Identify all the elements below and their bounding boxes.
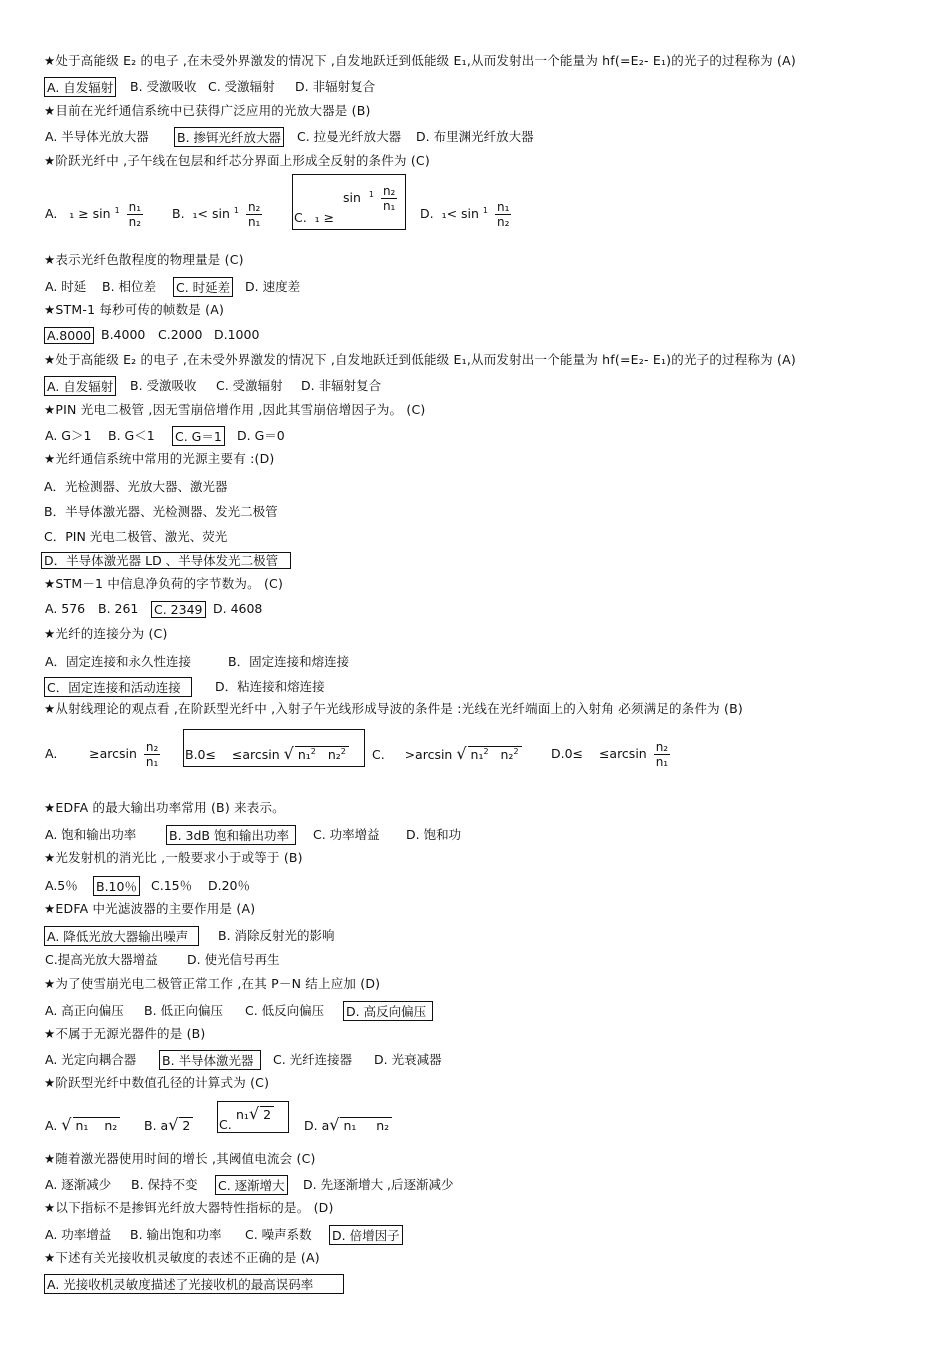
formula-option-b: B.0≤ ≤arcsin √ n₁$^2$ n₂$^2$ xyxy=(185,744,349,763)
option-c: C．PIN 光电二极管、激光、荧光 xyxy=(44,529,228,544)
question-9: ★STM－1 中信息净负荷的字节数为。 (C) xyxy=(44,576,284,591)
option-a-answer: A. 降低光放大器输出噪声 xyxy=(44,926,199,946)
option-b: B. 消除反射光的影响 xyxy=(218,928,335,943)
option-a-answer: A. 自发辐射 xyxy=(44,77,116,97)
option-d: D.20％ xyxy=(208,878,251,893)
option-b: B．固定连接和熔连接 xyxy=(228,654,350,669)
option-c: C. 受激辐射 xyxy=(216,378,283,393)
formula-option-c-sin: sin $^1$ $\frac{\text{n₂}}{\text{n₁}}$ xyxy=(343,184,396,213)
question-5: ★STM-1 每秒可传的帧数是 (A) xyxy=(44,302,225,317)
question-11: ★从射线理论的观点看 ,在阶跃型光纤中 ,入射子午光线形成导波的条件是 :光线在光纤端面上的入射角 必须满足的条件为 (B) xyxy=(44,701,743,716)
option-b: B. 输出饱和功率 xyxy=(130,1227,222,1242)
option-d: D．粘连接和熔连接 xyxy=(215,679,325,694)
option-b: B. 保持不变 xyxy=(131,1177,198,1192)
option-a: A. 光定向耦合器 xyxy=(45,1052,137,1067)
option-b-answer: B. 3dB 饱和输出功率 xyxy=(166,825,296,845)
formula-option-d: D.0≤ ≤arcsin $\frac{\text{n₂}}{\text{n₁}}$ xyxy=(551,740,669,769)
question-1: ★处于高能级 E₂ 的电子 ,在未受外界激发的情况下 ,自发地跃迁到低能级 E₁,从而发射出一个能量为 hf(=E₂- E₁)的光子的过程称为 (A) xyxy=(44,53,796,68)
option-b: B. 相位差 xyxy=(102,279,157,294)
option-a: A. 饱和输出功率 xyxy=(45,827,137,842)
option-c: C. 功率增益 xyxy=(313,827,380,842)
question-20: ★下述有关光接收机灵敏度的表述不正确的是 (A) xyxy=(44,1250,320,1265)
option-d: D. 4608 xyxy=(213,601,263,616)
formula-option-d: D. a√ n₁ n₂ xyxy=(304,1115,392,1134)
option-d: D. 先逐渐增大 ,后逐渐减少 xyxy=(303,1177,454,1192)
option-a: A. G＞1 xyxy=(45,428,92,443)
option-c-answer: C. 2349 xyxy=(151,601,206,618)
option-a: A. 功率增益 xyxy=(45,1227,112,1242)
question-13: ★光发射机的消光比 ,一般要求小于或等于 (B) xyxy=(44,850,303,865)
question-18: ★随着激光器使用时间的增长 ,其阈值电流会 (C) xyxy=(44,1151,316,1166)
option-c: C.2000 xyxy=(158,327,203,342)
question-12: ★EDFA 的最大输出功率常用 (B) 来表示。 xyxy=(44,800,285,815)
formula-option-c: C. ₁ ≥ xyxy=(294,210,335,225)
option-a: A. 时延 xyxy=(45,279,87,294)
formula-option-b: B. ₁< sin $^1$ $\frac{\text{n₂}}{\text{n₁}}$ xyxy=(172,200,261,229)
option-c-answer: C. G＝1 xyxy=(172,426,225,446)
option-b-answer: B. 半导体激光器 xyxy=(159,1050,261,1070)
question-19: ★以下指标不是掺铒光纤放大器特性指标的是。 (D) xyxy=(44,1200,334,1215)
option-a: A. 半导体光放大器 xyxy=(45,129,149,144)
option-d: D. 非辐射复合 xyxy=(295,79,376,94)
option-b: B. 受激吸收 xyxy=(130,378,197,393)
formula-option-a: A. ₁ ≥ sin $^1$ $\frac{\text{n₁}}{\text{n₂}}$ xyxy=(45,200,142,229)
option-b-answer: B. 掺铒光纤放大器 xyxy=(174,127,284,147)
option-c: C. 噪声系数 xyxy=(245,1227,312,1242)
option-c-answer: C. 逐渐增大 xyxy=(215,1175,288,1195)
option-a: A．固定连接和永久性连接 xyxy=(45,654,192,669)
option-c: C. 低反向偏压 xyxy=(245,1003,325,1018)
option-b: B.4000 xyxy=(101,327,146,342)
option-c: C.15％ xyxy=(151,878,193,893)
formula-option-d: D. ₁< sin $^1$ $\frac{\text{n₁}}{\text{n₂}}$ xyxy=(420,200,510,229)
formula-option-a: A. √ n₁ n₂ xyxy=(45,1115,120,1134)
question-15: ★为了使雪崩光电二极管正常工作 ,在其 P－N 结上应加 (D) xyxy=(44,976,381,991)
question-3: ★阶跃光纤中 ,子午线在包层和纤芯分界面上形成全反射的条件为 (C) xyxy=(44,153,430,168)
option-c: C. 光纤连接器 xyxy=(273,1052,353,1067)
option-b: B. G＜1 xyxy=(108,428,155,443)
option-b: B. 261 xyxy=(98,601,139,616)
question-8: ★光纤通信系统中常用的光源主要有 :(D) xyxy=(44,451,275,466)
option-d: D. 布里渊光纤放大器 xyxy=(416,129,534,144)
question-6: ★处于高能级 E₂ 的电子 ,在未受外界激发的情况下 ,自发地跃迁到低能级 E₁,从而发射出一个能量为 hf(=E₂- E₁)的光子的过程称为 (A) xyxy=(44,352,796,367)
question-4: ★表示光纤色散程度的物理量是 (C) xyxy=(44,252,244,267)
option-a: A. 逐渐减少 xyxy=(45,1177,112,1192)
option-d-answer: D. 倍增因子 xyxy=(329,1225,403,1245)
option-b-answer: B.10％ xyxy=(93,876,140,896)
option-d-answer: D. 高反向偏压 xyxy=(343,1001,433,1021)
option-d: D. 使光信号再生 xyxy=(187,952,280,967)
option-b: B．半导体激光器、光检测器、发光二极管 xyxy=(44,504,278,519)
option-c: C. 受激辐射 xyxy=(208,79,275,94)
formula-option-a: A. ≥arcsin $\frac{\text{n₂}}{\text{n₁}}$ xyxy=(45,740,159,769)
option-d: D.1000 xyxy=(214,327,260,342)
option-d: D. G＝0 xyxy=(237,428,285,443)
option-c: C.提高光放大器增益 xyxy=(45,952,158,967)
option-d: D. 速度差 xyxy=(245,279,301,294)
question-16: ★不属于无源光器件的是 (B) xyxy=(44,1026,206,1041)
option-a: A. 576 xyxy=(45,601,86,616)
question-10: ★光纤的连接分为 (C) xyxy=(44,626,168,641)
option-a: A. 高正向偏压 xyxy=(45,1003,124,1018)
option-d: D. 饱和功 xyxy=(406,827,462,842)
question-2: ★目前在光纤通信系统中已获得广泛应用的光放大器是 (B) xyxy=(44,103,371,118)
option-b: B. 低正向偏压 xyxy=(144,1003,224,1018)
formula-option-c-expr: n₁√ 2 xyxy=(236,1104,274,1123)
option-c: C. 拉曼光纤放大器 xyxy=(297,129,402,144)
option-c-answer: C. 时延差 xyxy=(173,277,233,297)
option-a: A．光检测器、光放大器、激光器 xyxy=(44,479,228,494)
question-14: ★EDFA 中光滤波器的主要作用是 (A) xyxy=(44,901,256,916)
formula-option-c: C. >arcsin √ n₁$^2$ n₂$^2$ xyxy=(372,744,522,763)
option-b: B. 受激吸收 xyxy=(130,79,197,94)
option-a-answer: A. 自发辐射 xyxy=(44,376,116,396)
option-d: D. 非辐射复合 xyxy=(301,378,382,393)
formula-option-b: B. a√ 2 xyxy=(144,1115,193,1134)
question-17: ★阶跃型光纤中数值孔径的计算式为 (C) xyxy=(44,1075,270,1090)
option-a-answer: A.8000 xyxy=(44,327,94,344)
option-d: D. 光衰减器 xyxy=(374,1052,442,1067)
question-7: ★PIN 光电二极管 ,因无雪崩倍增作用 ,因此其雪崩倍增因子为。 (C) xyxy=(44,402,426,417)
option-c-answer: C．固定连接和活动连接 xyxy=(44,677,192,697)
option-d-answer: D．半导体激光器 LD 、半导体发光二极管 xyxy=(41,552,291,569)
option-a-answer: A. 光接收机灵敏度描述了光接收机的最高误码率 xyxy=(44,1274,344,1294)
formula-option-c: C. xyxy=(219,1117,232,1132)
option-a: A.5％ xyxy=(45,878,78,893)
